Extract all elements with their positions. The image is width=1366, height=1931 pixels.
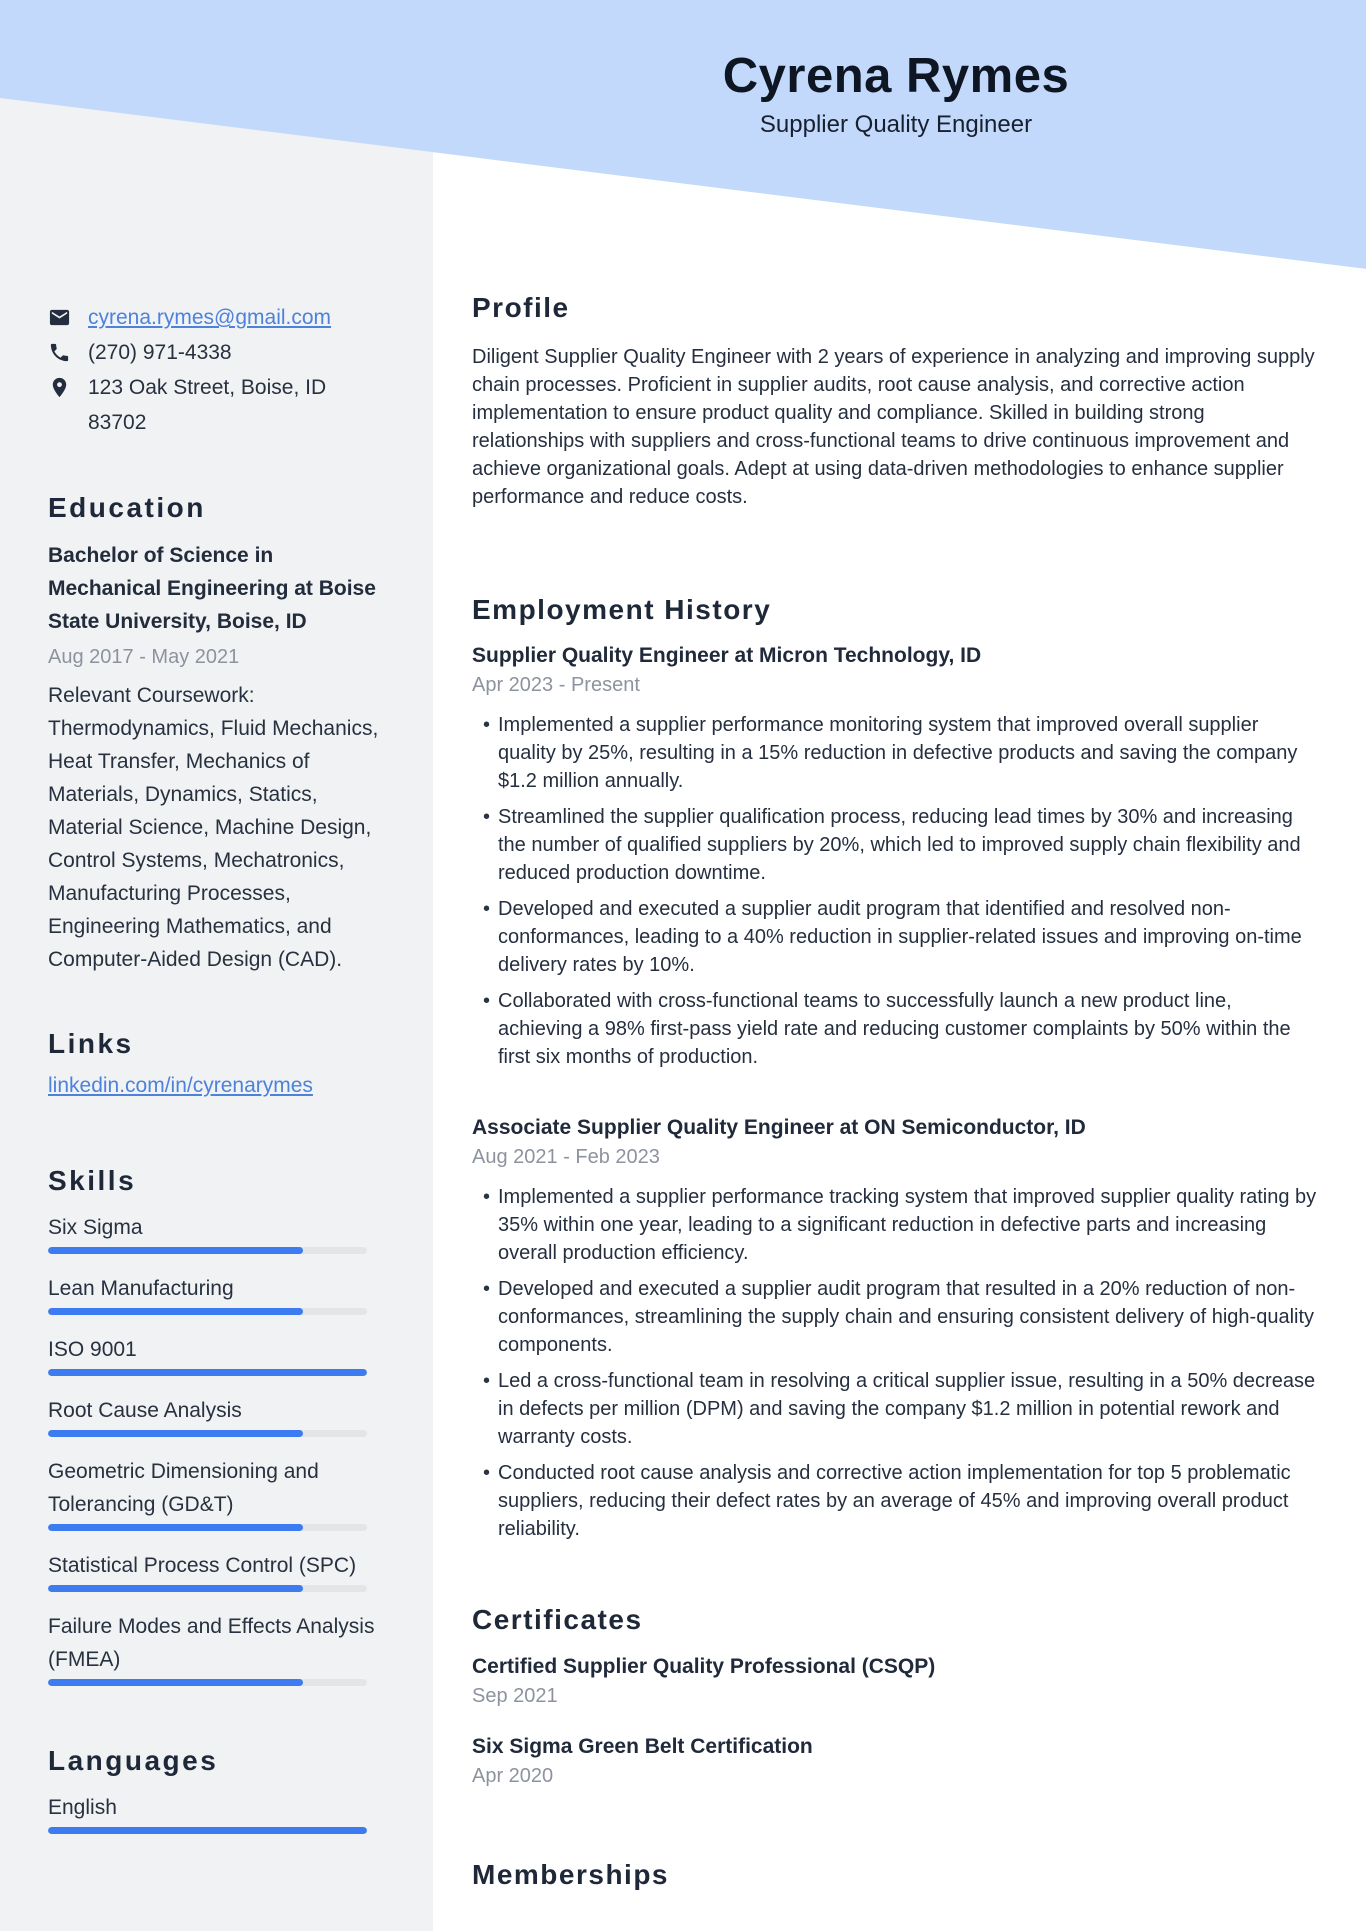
skill-bar-track: [48, 1679, 367, 1686]
skill-label: Six Sigma: [48, 1216, 143, 1239]
skill-bar-fill: [48, 1308, 303, 1315]
job-dates: Apr 2023 - Present: [472, 674, 640, 696]
sidebar: [0, 0, 433, 1931]
skill-label: ISO 9001: [48, 1338, 137, 1361]
certificate-date: Sep 2021: [472, 1685, 558, 1707]
job-bullet: • Developed and executed a supplier audit program that resulted in a 20% reduction of non-conformances, streamlining the supply chain and ensuring consistent delivery of high-quality components.: [472, 1275, 1320, 1359]
skill-label: Failure Modes and Effects Analysis (FMEA): [48, 1615, 375, 1671]
contact-phone-row: [48, 335, 383, 370]
main-column: [472, 0, 1320, 1894]
language-label: English: [48, 1796, 117, 1819]
job-entry: [472, 642, 1320, 1071]
certificate-title: Six Sigma Green Belt Certification: [472, 1735, 813, 1758]
job-bullet: • Implemented a supplier performance tracking system that improved supplier quality rating by 35% within one year, leading to a significant reduction in defective parts and increasing overall production efficiency.: [472, 1183, 1320, 1267]
certificate-entry: [472, 1653, 1320, 1709]
job-bullet-list: [472, 711, 1320, 1071]
profile-heading: Profile: [472, 292, 570, 323]
contact-block: [48, 300, 383, 440]
skill-item: [48, 1272, 383, 1315]
job-bullet: • Developed and executed a supplier audit program that identified and resolved non-conformances, leading to a 40% reduction in supplier-related issues and improving on-time delivery rates by 10%.: [472, 895, 1320, 979]
language-bar-track: [48, 1827, 367, 1834]
job-bullet: • Collaborated with cross-functional teams to successfully launch a new product line, achieving a 98% first-pass yield rate and reducing customer complaints by 50% within the first six months of production.: [472, 987, 1320, 1071]
certificates-heading: Certificates: [472, 1604, 643, 1635]
skills-heading: Skills: [48, 1165, 137, 1196]
job-title: Supplier Quality Engineer at Micron Technology, ID: [472, 644, 982, 667]
person-name: Cyrena Rymes: [722, 49, 1070, 103]
education-heading: Education: [48, 492, 206, 523]
skill-bar-fill: [48, 1247, 303, 1254]
skill-bar-track: [48, 1430, 367, 1437]
skill-label: Geometric Dimensioning and Tolerancing (GD&T): [48, 1460, 319, 1516]
language-bar-fill: [48, 1827, 367, 1834]
location-pin-icon: [48, 376, 71, 399]
certificate-entry: [472, 1733, 1320, 1789]
certificate-title: Certified Supplier Quality Professional (CSQP): [472, 1655, 936, 1678]
skill-item: [48, 1549, 383, 1592]
skill-bar-track: [48, 1585, 367, 1592]
skill-bar-track: [48, 1308, 367, 1315]
skill-bar-fill: [48, 1524, 303, 1531]
email-link-anchor[interactable]: cyrena.rymes@gmail.com: [88, 306, 332, 329]
skill-item: [48, 1211, 383, 1254]
job-bullet: • Conducted root cause analysis and corrective action implementation for top 5 problematic suppliers, reducing their defect rates by an average of 45% and improving overall product reliability.: [472, 1459, 1320, 1543]
skill-bar-fill: [48, 1369, 367, 1376]
job-bullet: • Implemented a supplier performance monitoring system that improved overall supplier quality by 25%, resulting in a 15% reduction in defective products and saving the company $1.2 million annually.: [472, 711, 1320, 795]
job-title: Associate Supplier Quality Engineer at ON Semiconductor, ID: [472, 1116, 1086, 1139]
envelope-icon: [48, 306, 71, 329]
skill-item: [48, 1610, 383, 1686]
address-text: 123 Oak Street, Boise, ID 83702: [88, 376, 327, 434]
skill-bar-fill: [48, 1585, 303, 1592]
skill-item: [48, 1333, 383, 1376]
phone-icon: [48, 341, 71, 364]
job-bullet-list: [472, 1183, 1320, 1543]
person-job-title: Supplier Quality Engineer: [759, 111, 1033, 138]
languages-list: [48, 1791, 383, 1834]
job-bullet: • Streamlined the supplier qualification process, reducing lead times by 30% and increasing the number of qualified suppliers by 20%, which led to improved supply chain flexibility and reduced production downtime.: [472, 803, 1320, 887]
job-entry: [472, 1114, 1320, 1543]
skill-bar-track: [48, 1247, 367, 1254]
skill-label: Lean Manufacturing: [48, 1277, 234, 1300]
phone-number: (270) 971-4338: [88, 341, 232, 364]
skills-list: [48, 1211, 383, 1686]
skill-label: Statistical Process Control (SPC): [48, 1554, 357, 1577]
profile-text: Diligent Supplier Quality Engineer with 2 years of experience in analyzing and improving supply chain processes. Proficient in supplier audits, root cause analysis, and corrective action implementation to ensure product quality and compliance. Skilled in building strong relationships with suppliers and cross-functional teams to drive continuous improvement and achieve organizational goals. Adept at using data-driven methodologies to enhance supplier performance and reduce costs.: [472, 346, 1315, 508]
job-bullet: • Led a cross-functional team in resolving a critical supplier issue, resulting in a 50% decrease in defects per million (DPM) and saving the company $1.2 million in potential rework and warranty costs.: [472, 1367, 1320, 1451]
skill-item: [48, 1394, 383, 1437]
contact-address-row: [48, 370, 383, 440]
language-item: [48, 1791, 383, 1834]
email-link[interactable]: [88, 300, 331, 335]
education-degree: Bachelor of Science in Mechanical Engineering at Boise State University, Boise, ID: [48, 544, 376, 633]
job-dates: Aug 2021 - Feb 2023: [472, 1146, 660, 1168]
linkedin-link[interactable]: linkedin.com/in/cyrenarymes: [48, 1074, 313, 1097]
contact-email-row: [48, 300, 383, 335]
links-heading: Links: [48, 1028, 134, 1059]
skill-bar-track: [48, 1369, 367, 1376]
skill-label: Root Cause Analysis: [48, 1399, 242, 1422]
languages-heading: Languages: [48, 1745, 219, 1776]
education-dates: Aug 2017 - May 2021: [48, 646, 240, 668]
skill-bar-fill: [48, 1679, 303, 1686]
certificate-date: Apr 2020: [472, 1765, 554, 1787]
education-coursework: Relevant Coursework: Thermodynamics, Fluid Mechanics, Heat Transfer, Mechanics of Materials, Dynamics, Statics, Material Science, Machine Design, Control Systems, Mechatronics, Manufacturing Processes, Engineering Mathematics, and Computer-Aided Design (CAD).: [48, 684, 379, 971]
skill-bar-fill: [48, 1430, 303, 1437]
skill-bar-track: [48, 1524, 367, 1531]
name-block: [472, 49, 1320, 139]
memberships-heading: Memberships: [472, 1859, 669, 1890]
employment-history-heading: Employment History: [472, 594, 772, 625]
skill-item: [48, 1455, 383, 1531]
